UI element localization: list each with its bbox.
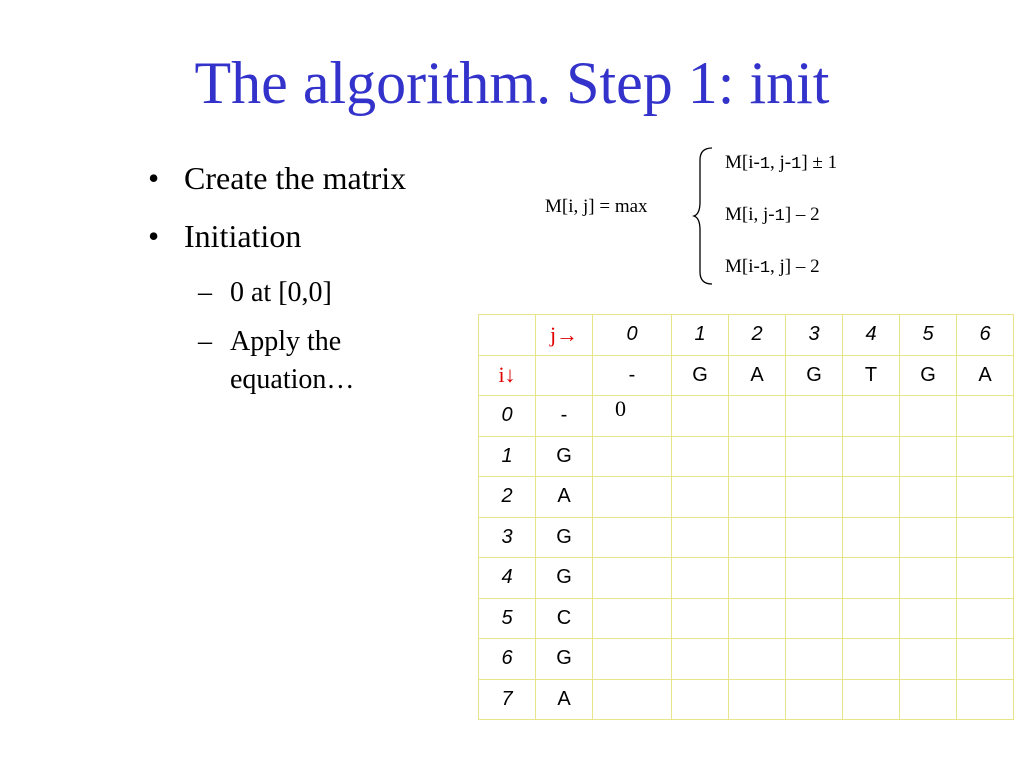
sequence-cell: G [672, 355, 729, 396]
matrix-cell [729, 436, 786, 477]
sequence-cell: A [536, 679, 593, 720]
matrix-cell [729, 396, 786, 437]
matrix-cell [843, 517, 900, 558]
row-index: 0 [479, 396, 536, 437]
matrix-cell [672, 639, 729, 680]
subbullet-marker: – [198, 277, 212, 308]
matrix-cell [957, 598, 1014, 639]
matrix-cell [957, 558, 1014, 599]
matrix-cell [957, 679, 1014, 720]
matrix-cell [729, 639, 786, 680]
matrix-cell [593, 598, 672, 639]
row-index: 4 [479, 558, 536, 599]
matrix-cell [957, 517, 1014, 558]
column-index: 6 [957, 315, 1014, 356]
table-row [479, 558, 1014, 599]
sequence-cell: A [536, 477, 593, 518]
matrix-cell [786, 517, 843, 558]
bullet-marker: • [148, 218, 160, 254]
sequence-cell: G [536, 517, 593, 558]
table-row [479, 315, 1014, 356]
subbullet-text: Apply the [230, 326, 342, 357]
matrix-cell [729, 598, 786, 639]
row-index: 1 [479, 436, 536, 477]
matrix-cell [900, 477, 957, 518]
matrix-cell [843, 396, 900, 437]
table-row [479, 679, 1014, 720]
alignment-matrix [478, 314, 1014, 720]
subbullet-marker: – [198, 326, 212, 357]
matrix-cell [593, 477, 672, 518]
sequence-cell: T [843, 355, 900, 396]
sequence-cell: A [957, 355, 1014, 396]
column-index: 5 [900, 315, 957, 356]
column-index: 2 [729, 315, 786, 356]
matrix-cell [672, 598, 729, 639]
matrix-cell [786, 477, 843, 518]
column-index: 1 [672, 315, 729, 356]
table-row [479, 477, 1014, 518]
equation-lhs: M[i, j] = max [545, 196, 648, 217]
matrix-cell [957, 639, 1014, 680]
column-index: 0 [593, 315, 672, 356]
matrix-cell [672, 396, 729, 437]
equation-case-up: M[i-1, j] – 2 [725, 256, 820, 278]
row-index: 6 [479, 639, 536, 680]
matrix-cell [593, 517, 672, 558]
matrix-cell [786, 558, 843, 599]
row-axis-label: i↓ [479, 355, 536, 396]
matrix-cell [729, 679, 786, 720]
equation-case-diagonal: M[i-1, j-1] ± 1 [725, 152, 838, 174]
matrix-cell [786, 436, 843, 477]
matrix-cell [786, 679, 843, 720]
matrix-cell [672, 436, 729, 477]
sequence-cell: C [536, 598, 593, 639]
matrix-cell [593, 558, 672, 599]
matrix-cell [900, 598, 957, 639]
column-index: 3 [786, 315, 843, 356]
matrix-cell [957, 477, 1014, 518]
matrix-cell [593, 639, 672, 680]
matrix-cell [672, 558, 729, 599]
table-row [479, 436, 1014, 477]
table-row [479, 639, 1014, 680]
matrix-cell [786, 396, 843, 437]
matrix-cell [843, 639, 900, 680]
table-row [479, 598, 1014, 639]
matrix-cell [900, 436, 957, 477]
subbullet-text: equation… [230, 364, 355, 395]
matrix-cell [729, 477, 786, 518]
left-brace-icon [692, 146, 716, 286]
matrix-cell [843, 679, 900, 720]
row-index: 2 [479, 477, 536, 518]
slide-title: The algorithm. Step 1: init [194, 50, 830, 116]
matrix-cell-origin: 0 [593, 396, 672, 437]
sequence-cell: - [536, 396, 593, 437]
matrix-cell [786, 639, 843, 680]
row-index: 3 [479, 517, 536, 558]
matrix-cell [672, 679, 729, 720]
sequence-cell: G [786, 355, 843, 396]
column-axis-label: j→ [536, 315, 593, 356]
bullet-marker: • [148, 160, 160, 196]
matrix-cell [900, 517, 957, 558]
matrix-cell [843, 558, 900, 599]
row-index: 5 [479, 598, 536, 639]
bullet-text: Create the matrix [184, 160, 407, 196]
sequence-cell: G [900, 355, 957, 396]
sequence-cell: A [729, 355, 786, 396]
matrix-cell [593, 436, 672, 477]
empty-cell [536, 355, 593, 396]
sequence-cell: - [593, 355, 672, 396]
matrix-cell [957, 396, 1014, 437]
row-index: 7 [479, 679, 536, 720]
matrix-cell [786, 598, 843, 639]
column-index: 4 [843, 315, 900, 356]
matrix-cell [900, 639, 957, 680]
matrix-cell [900, 679, 957, 720]
matrix-cell [843, 477, 900, 518]
sequence-cell: G [536, 436, 593, 477]
table-row [479, 355, 1014, 396]
matrix-cell [729, 558, 786, 599]
matrix-cell [729, 517, 786, 558]
corner-cell [479, 315, 536, 356]
matrix-cell [900, 396, 957, 437]
sequence-cell: G [536, 558, 593, 599]
matrix-cell [843, 598, 900, 639]
table-row [479, 396, 1014, 437]
table-row [479, 517, 1014, 558]
equation-case-left: M[i, j-1] – 2 [725, 204, 820, 226]
bullet-text: Initiation [184, 218, 302, 254]
matrix-cell [593, 679, 672, 720]
subbullet-text: 0 at [0,0] [230, 277, 332, 308]
matrix-cell [957, 436, 1014, 477]
matrix-cell [672, 517, 729, 558]
matrix-cell [900, 558, 957, 599]
matrix-cell [843, 436, 900, 477]
sequence-cell: G [536, 639, 593, 680]
matrix-cell [672, 477, 729, 518]
